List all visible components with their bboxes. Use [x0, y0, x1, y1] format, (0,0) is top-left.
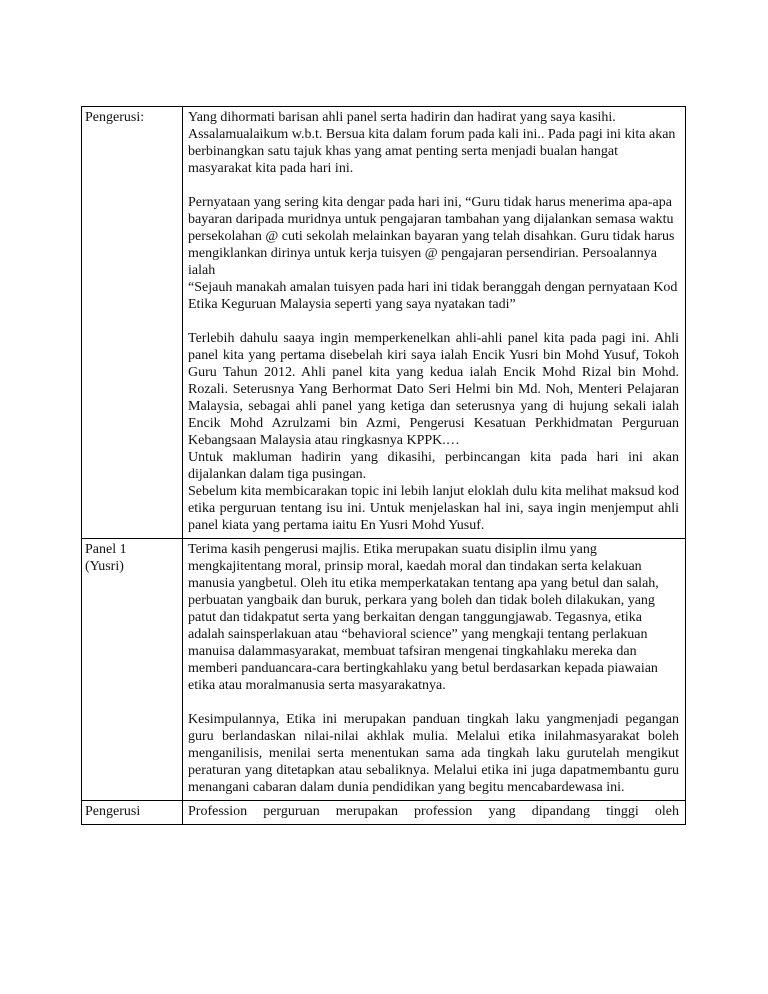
speaker-name: Pengerusi: — [85, 110, 145, 125]
speech-cell — [183, 107, 686, 539]
speaker-name: Pengerusi — [85, 804, 141, 819]
speech-paragraph: Profession perguruan merupakan profession yang dipandang tinggi oleh — [188, 804, 679, 819]
table-row — [82, 801, 686, 825]
speech-paragraph: Untuk makluman hadirin yang dikasihi, perbincangan kita pada hari ini akan dijalankan dalam tiga pusingan. — [188, 450, 679, 482]
speech-paragraph: Pernyataan yang sering kita dengar pada hari ini, “Guru tidak harus menerima apa-apa bayaran daripada muridnya untuk pengajaran tambahan yang dijalankan semasa waktu persekolahan @ cuti sekolah melainkan bayaran yang telah disahkan. Guru tidak harus mengiklankan dirinya untuk kerja tuisyen @ pengajaran persendirian. Persoalannya ialah — [188, 195, 675, 278]
speech-paragraph: Sebelum kita membicarakan topic ini lebih lanjut eloklah dulu kita melihat maksud kod etika perguruan tentang isu ini. Untuk menjelaskan hal ini, saya ingin menjemput ahli panel kiata yang pertama iaitu En Yusri Mohd Yusuf. — [188, 484, 679, 533]
speech-paragraph: “Sejauh manakah amalan tuisyen pada hari ini tidak beranggah dengan pernyataan Kod Etika Keguruan Malaysia seperti yang saya nyatakan tadi” — [188, 280, 678, 312]
speech-paragraph: Kesimpulannya, Etika ini merupakan panduan tingkah laku yangmenjadi pegangan guru berlandaskan nilai-nilai akhlak mulia. Melalui etika inilahmasyarakat boleh menganilisis, menilai serta menentukan sama ada tingkah laku gurutelah mengikut peraturan yang ditetapkan atau sebaliknya. Melalui etika ini juga dapatmembantu guru menangani cabaran dalam dunia pendidikan yang begitu mencabardewasa ini. — [188, 712, 679, 795]
speaker-name-detail: (Yusri) — [85, 559, 124, 574]
speech-paragraph: Terlebih dahulu saaya ingin memperkenelkan ahli-ahli panel kita pada pagi ini. Ahli panel kita yang pertama disebelah kiri saya ialah Encik Yusri bin Mohd Yusuf, Tokoh Guru Tahun 2012. Ahli panel kita yang kedua ialah Encik Mohd Rizal bin Mohd. Rozali. Seterusnya Yang Berhormat Dato Seri Helmi bin Md. Noh, Menteri Pelajaran Malaysia, sebagai ahli panel yang ketiga dan seterusnya yang di hujung sekali ialah Encik Mohd Azrulzami bin Azmi, Pengerusi Kesatuan Perkhidmatan Perguruan Kebangsaan Malaysia atau ringkasnya KPPK.… — [188, 331, 679, 448]
speaker-cell — [82, 107, 183, 539]
speech-cell — [183, 801, 686, 825]
speaker-cell — [82, 539, 183, 801]
speech-cell — [183, 539, 686, 801]
table-row — [82, 107, 686, 539]
speaker-name: Panel 1 — [85, 542, 127, 557]
forum-script-table — [81, 106, 686, 825]
speech-paragraph: Yang dihormati barisan ahli panel serta hadirin dan hadirat yang saya kasihi. Assalamualaikum w.b.t. Bersua kita dalam forum pada kali ini.. Pada pagi ini kita akan berbinangkan satu tajuk khas yang amat penting serta menjadi bualan hangat masyarakat kita pada hari ini. — [188, 110, 676, 176]
speaker-cell — [82, 801, 183, 825]
speech-paragraph: Terima kasih pengerusi majlis. Etika merupakan suatu disiplin ilmu yang mengkajitentang moral, prinsip moral, kaedah moral dan tindakan serta kelakuan manusia yangbetul. Oleh itu etika memperkatakan tentang apa yang betul dan salah, perbuatan yangbaik dan buruk, perkara yang boleh dan tidak boleh dilakukan, yang patut dan tidakpatut serta yang berkaitan dengan tanggungjawab. Tegasnya, etika adalah sainsperlakuan atau “behavioral science” yang mengkaji tentang perlakuan manuisa dalammasyarakat, membuat tafsiran mengenai tingkahlaku mereka dan memberi panduancara-cara bertingkahlaku yang betul berdasarkan kepada piawaian etika atau moralmanusia serta masyarakatnya. — [188, 542, 659, 693]
table-row — [82, 539, 686, 801]
